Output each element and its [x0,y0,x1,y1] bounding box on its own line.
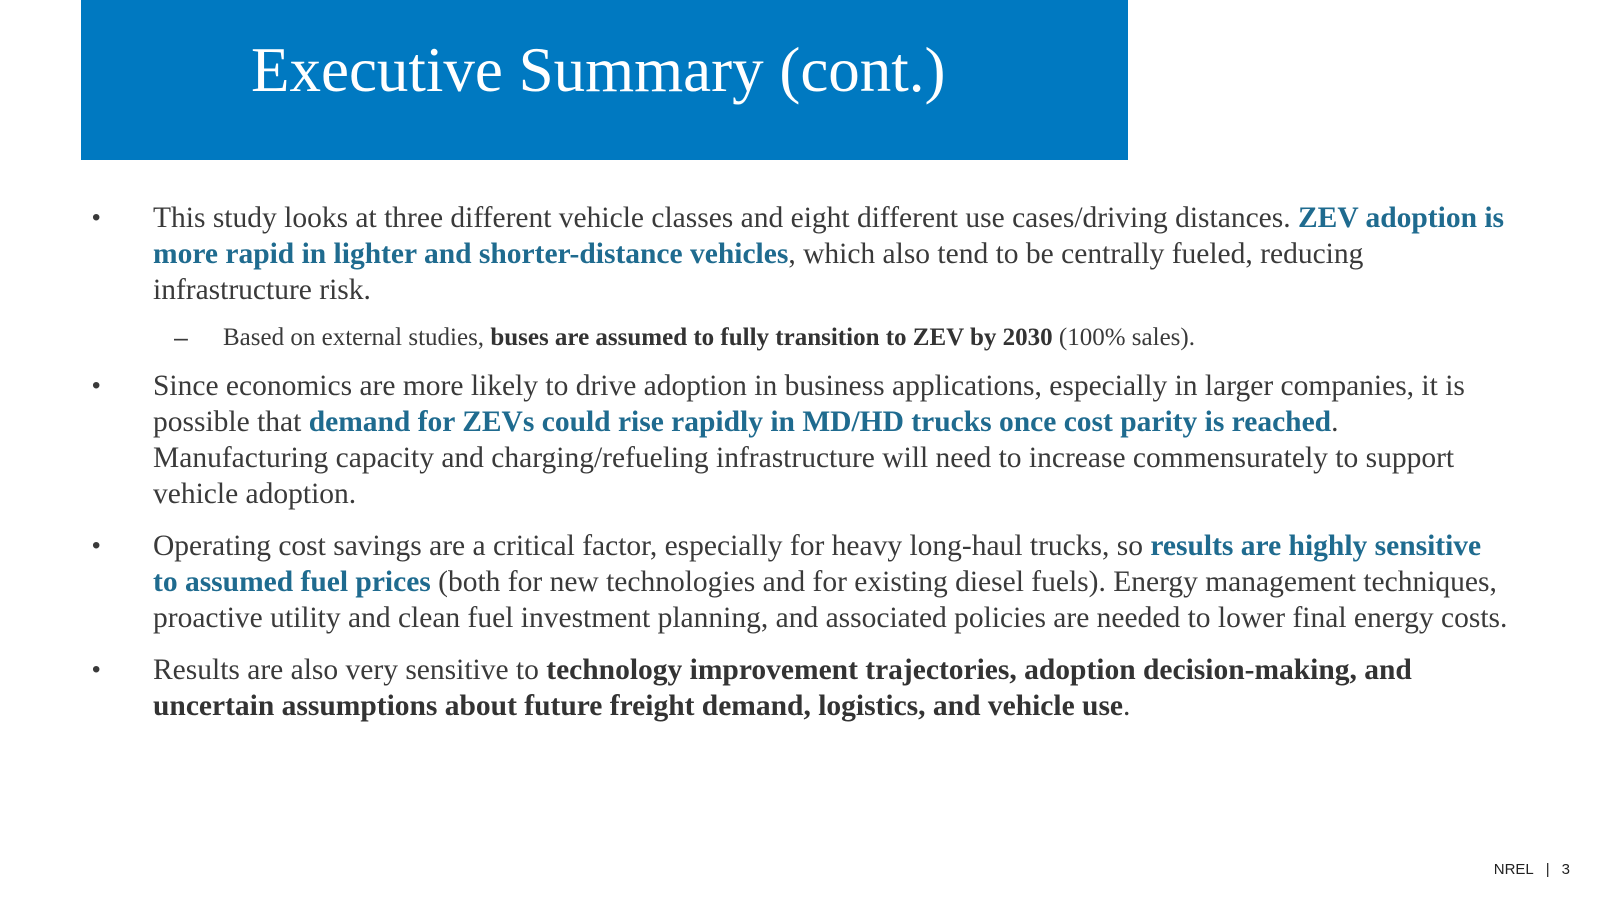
sub-bullet-item [90,322,1510,354]
bullet-highlight: demand for ZEVs could rise rapidly in MD/HD trucks once cost parity is reached [308,406,1332,438]
page-title: Executive Summary (cont.) [251,35,946,105]
bullet-highlight: ZEV adoption is more rapid in lighter and shorter-distance vehicles [153,202,1505,270]
slide-content [90,200,1510,740]
footer-separator: | [1545,861,1550,878]
bullet-text: . Manufacturing capacity and charging/refueling infrastructure will need to increase commensurately to support vehicle adoption. [153,406,1455,510]
bullet-text: Since economics are more likely to drive adoption in business applications, especially in larger companies, it is possible that [153,370,1465,438]
bullet-marker: • [92,204,101,231]
footer-org: NREL [1493,861,1534,878]
sub-bullet-text: (100% sales). [1052,324,1195,351]
bullet-item [90,200,1510,308]
title-bar [81,0,1128,160]
sub-bullet-bold: buses are assumed to fully transition to ZEV by 2030 [490,324,1053,351]
bullet-item [90,368,1510,512]
bullet-text: Results are also very sensitive to [153,654,547,686]
bullet-highlight: results are highly sensitive to assumed fuel prices [153,530,1482,598]
bullet-item [90,652,1510,724]
slide-footer [1494,861,1570,878]
bullet-marker: • [92,372,101,399]
bullet-text: . [1123,690,1131,722]
bullet-item [90,528,1510,636]
bullet-text: , which also tend to be centrally fueled, reducing infrastructure risk. [153,238,1364,306]
sub-bullet-text: Based on external studies, [223,324,491,351]
bullet-text: (both for new technologies and for existing diesel fuels). Energy management techniques, proactive utility and clean fuel investment planning, and associated policies are needed to lower final energy costs. [153,566,1508,634]
bullet-marker: • [92,532,101,559]
bullet-bold: technology improvement trajectories, adoption decision-making, and uncertain assumptions about future freight demand, logistics, and vehicle use [153,654,1412,722]
bullet-marker: • [92,656,101,683]
page-number: 3 [1561,861,1570,878]
sub-bullet-marker: – [174,324,188,352]
bullet-text: Operating cost savings are a critical factor, especially for heavy long-haul trucks, so [153,530,1151,562]
bullet-text: This study looks at three different vehicle classes and eight different use cases/driving distances. [153,202,1298,234]
